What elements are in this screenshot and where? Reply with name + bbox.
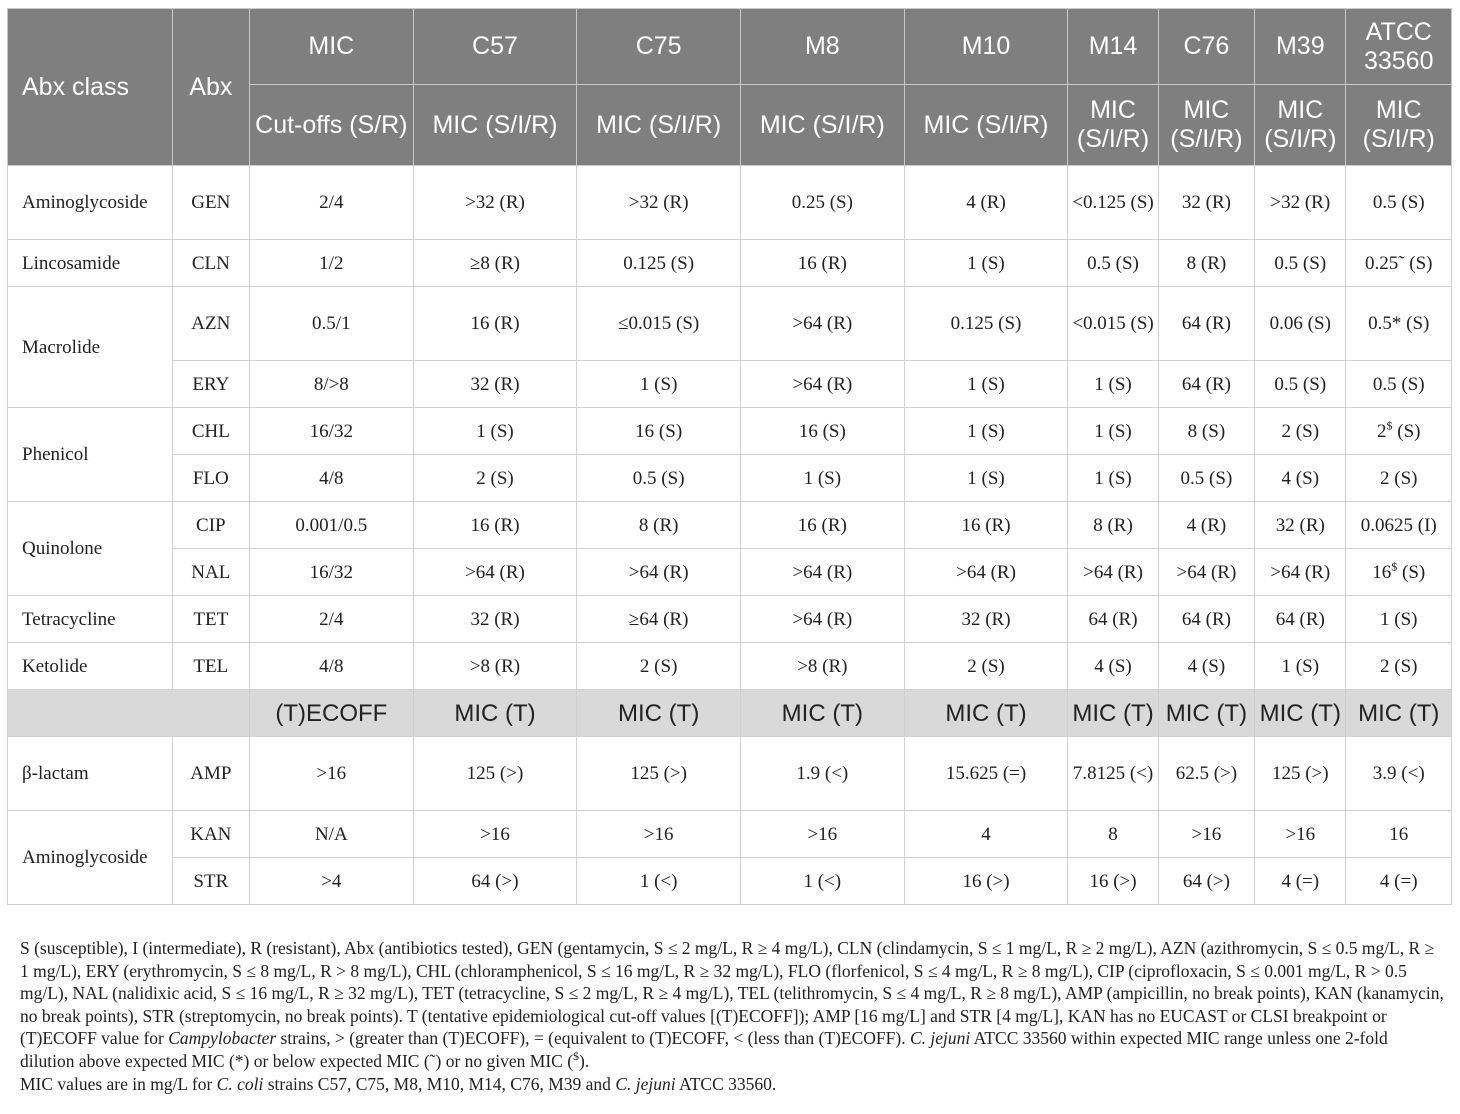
mic-cell: 2 (S)	[577, 643, 741, 690]
table-footnote	[20, 937, 1445, 1095]
cutoff-cell: 4/8	[249, 643, 413, 690]
abx-cell: CLN	[172, 240, 249, 287]
cutoff-cell: 0.5/1	[249, 287, 413, 361]
subheader-mic-t: MIC (T)	[1346, 690, 1452, 737]
mic-category: (S)	[1402, 561, 1426, 583]
table-header	[8, 9, 1452, 166]
mic-cell: 0.5 (S)	[1068, 240, 1158, 287]
footnote-abbreviations	[20, 937, 1445, 1073]
mic-category: (S)	[1397, 420, 1421, 442]
mic-cell: 1.9 (<)	[741, 737, 905, 811]
mic-cell: 16 (>)	[1068, 858, 1158, 905]
mic-cell: 8 (S)	[1158, 408, 1254, 455]
mic-cell: 1 (S)	[1068, 408, 1158, 455]
mic-cell: 0.5 (S)	[1346, 361, 1452, 408]
mic-cell: 16 (>)	[904, 858, 1068, 905]
table-row	[8, 502, 1452, 549]
footnote-dollar-mark: $	[573, 1049, 580, 1064]
subheader-ecoff: (T)ECOFF	[249, 690, 413, 737]
mic-cell: 64 (>)	[413, 858, 577, 905]
mic-cell: >32 (R)	[577, 166, 741, 240]
subheader-empty-cell	[8, 690, 250, 737]
table-row	[8, 858, 1452, 905]
mic-cell: 1 (S)	[1068, 455, 1158, 502]
abx-cell: CHL	[172, 408, 249, 455]
table-row	[8, 240, 1452, 287]
mic-cell: 1 (<)	[577, 858, 741, 905]
mic-cell: 16 (S)	[741, 408, 905, 455]
mic-cell: 0.5* (S)	[1346, 287, 1452, 361]
table-row	[8, 737, 1452, 811]
header-strain-sub: MIC (S/I/R)	[577, 85, 741, 166]
mic-cell: 64 (R)	[1158, 361, 1254, 408]
mic-cell: 2 (S)	[904, 643, 1068, 690]
mic-cell: 1 (S)	[1346, 596, 1452, 643]
mic-value: 2	[1377, 420, 1387, 442]
footnote-text: ATCC 33560 within expected MIC range unless one 2-fold dilution above expected MIC (*) or below expected MIC (˜) or no given MIC (	[20, 1028, 1388, 1071]
mic-cell	[1346, 549, 1452, 596]
mic-cell: 0.5 (S)	[1255, 361, 1346, 408]
table-row	[8, 408, 1452, 455]
mic-cell: >16	[413, 811, 577, 858]
abx-class-cell: Aminoglycoside	[8, 811, 173, 905]
mic-cell: <0.015 (S)	[1068, 287, 1158, 361]
mic-cell: 32 (R)	[1255, 502, 1346, 549]
header-strain-sub: MIC (S/I/R)	[1346, 85, 1452, 166]
mic-cell: 8 (R)	[1068, 502, 1158, 549]
mic-cell: 16 (R)	[413, 502, 577, 549]
header-strain: ATCC 33560	[1346, 9, 1452, 85]
mic-cell: 8 (R)	[1158, 240, 1254, 287]
mic-cell: 1 (S)	[904, 361, 1068, 408]
mic-table	[7, 8, 1452, 905]
mic-cell: 0.5 (S)	[1255, 240, 1346, 287]
mic-cell: >64 (R)	[1158, 549, 1254, 596]
mic-cell: 64 (R)	[1158, 287, 1254, 361]
mic-cell: 4 (R)	[904, 166, 1068, 240]
mic-cell: 0.25˜ (S)	[1346, 240, 1452, 287]
footnote-text: MIC values are in mg/L for	[20, 1073, 217, 1094]
mic-cell: 64 (R)	[1158, 596, 1254, 643]
mic-cell: 1 (S)	[577, 361, 741, 408]
cutoff-cell: N/A	[249, 811, 413, 858]
cutoff-cell: 2/4	[249, 596, 413, 643]
mic-cell: <0.125 (S)	[1068, 166, 1158, 240]
header-strain-sub: MIC (S/I/R)	[741, 85, 905, 166]
mic-cell: >64 (R)	[1068, 549, 1158, 596]
mic-cell: >32 (R)	[1255, 166, 1346, 240]
mic-cell: 0.125 (S)	[904, 287, 1068, 361]
mic-cell: 2 (S)	[413, 455, 577, 502]
header-abx: Abx	[172, 9, 249, 166]
no-given-mic-mark: $	[1391, 559, 1398, 574]
mic-cell: >64 (R)	[741, 596, 905, 643]
abx-cell: GEN	[172, 166, 249, 240]
abx-class-cell: Macrolide	[8, 287, 173, 408]
cutoff-cell: 0.001/0.5	[249, 502, 413, 549]
abx-cell: STR	[172, 858, 249, 905]
abx-class-cell: Quinolone	[8, 502, 173, 596]
table-row	[8, 643, 1452, 690]
abx-class-cell: Aminoglycoside	[8, 166, 173, 240]
mic-cell: 4 (S)	[1255, 455, 1346, 502]
table-row	[8, 166, 1452, 240]
mic-cell: 1 (S)	[1255, 643, 1346, 690]
mic-cell: 125 (>)	[577, 737, 741, 811]
table-row	[8, 361, 1452, 408]
mic-cell: 1 (S)	[1068, 361, 1158, 408]
mic-cell: 1 (S)	[741, 455, 905, 502]
mic-cell: 64 (>)	[1158, 858, 1254, 905]
mic-cell: 4	[904, 811, 1068, 858]
mic-cell: 8	[1068, 811, 1158, 858]
header-strain: M10	[904, 9, 1068, 85]
header-strain: M14	[1068, 9, 1158, 85]
mic-cell: >16	[1158, 811, 1254, 858]
table-row	[8, 811, 1452, 858]
header-strain: M8	[741, 9, 905, 85]
mic-cell: 4 (R)	[1158, 502, 1254, 549]
subheader-mic-t: MIC (T)	[577, 690, 741, 737]
abx-cell: AZN	[172, 287, 249, 361]
mic-cell: 1 (<)	[741, 858, 905, 905]
abx-class-cell: Lincosamide	[8, 240, 173, 287]
footnote-italic-genus: Campylobacter	[168, 1028, 277, 1049]
header-strain-sub: MIC (S/I/R)	[1255, 85, 1346, 166]
mic-cell: 16 (R)	[741, 240, 905, 287]
mic-cell: >64 (R)	[904, 549, 1068, 596]
abx-class-cell: Ketolide	[8, 643, 173, 690]
footnote-text: strains C57, C75, M8, M10, M14, C76, M39 and	[263, 1073, 616, 1094]
mic-cell: 125 (>)	[413, 737, 577, 811]
footnote-text: ATCC 33560.	[675, 1073, 777, 1094]
cutoff-cell: 1/2	[249, 240, 413, 287]
table-row	[8, 596, 1452, 643]
footnote-text: S (susceptible), I (intermediate), R (resistant), Abx (antibiotics tested), GEN (gentamycin, S ≤ 2 mg/L, R ≥ 4 mg/L), CLN (clindamycin, S ≤ 1 mg/L, R ≥ 2 mg/L), AZN (azithromycin, S ≤ 0.5 mg/L, R ≥ 1 mg/L), ERY (erythromycin, S ≤ 8 mg/L, R > 8 mg/L), CHL (chloramphenicol, S ≤ 16 mg/L, R ≥ 32 mg/L), FLO (florfenicol, S ≤ 4 mg/L, R ≥ 8 mg/L), CIP (ciprofloxacin, S ≤ 0.001 mg/L, R > 0.5 mg/L), NAL (nalidixic acid, S ≤ 16 mg/L, R ≥ 32 mg/L), TET (tetracycline, S ≤ 2 mg/L, R ≥ 4 mg/L), TEL (telithromycin, S ≤ 4 mg/L, R ≥ 8 mg/L), AMP (ampicillin, no break points), KAN (kanamycin, no break points), STR (streptomycin, no break points). T (tentative epidemiological cut-off values [(T)ECOFF]); AMP [16 mg/L] and STR [4 mg/L], KAN has no EUCAST or CLSI breakpoint or (T)ECOFF value for	[20, 938, 1444, 1049]
mic-cell: 125 (>)	[1255, 737, 1346, 811]
header-strain: C76	[1158, 9, 1254, 85]
table-row	[8, 549, 1452, 596]
header-mic: MIC	[249, 9, 413, 85]
mic-value: 16	[1372, 561, 1392, 583]
mic-cell: 4 (S)	[1158, 643, 1254, 690]
mic-cell: 7.8125 (<)	[1068, 737, 1158, 811]
header-strain: C57	[413, 9, 577, 85]
footnote-text: ).	[579, 1050, 590, 1071]
mic-cell: 2 (S)	[1346, 643, 1452, 690]
mic-cell: 62.5 (>)	[1158, 737, 1254, 811]
header-strain: M39	[1255, 9, 1346, 85]
mic-cell: 8 (R)	[577, 502, 741, 549]
header-strain-sub: MIC (S/I/R)	[1158, 85, 1254, 166]
subheader-mic-t: MIC (T)	[741, 690, 905, 737]
mic-cell: 64 (R)	[1068, 596, 1158, 643]
footnote-italic-species: C. jejuni	[615, 1073, 676, 1094]
cutoff-cell: 16/32	[249, 408, 413, 455]
subheader-mic-t: MIC (T)	[1158, 690, 1254, 737]
mic-cell: 1 (S)	[904, 408, 1068, 455]
mic-cell: ≥64 (R)	[577, 596, 741, 643]
footnote-units	[20, 1073, 1445, 1096]
mic-cell: ≤0.015 (S)	[577, 287, 741, 361]
header-cutoffs: Cut-offs (S/R)	[249, 85, 413, 166]
mic-cell: 0.25 (S)	[741, 166, 905, 240]
footnote-italic-species: C. coli	[216, 1073, 264, 1094]
ecoff-subheader-row	[8, 690, 1452, 737]
mic-cell: >64 (R)	[741, 361, 905, 408]
mic-cell: >16	[741, 811, 905, 858]
mic-cell: 32 (R)	[413, 361, 577, 408]
abx-cell: TET	[172, 596, 249, 643]
cutoff-cell: 2/4	[249, 166, 413, 240]
cutoff-cell: 8/>8	[249, 361, 413, 408]
abx-cell: NAL	[172, 549, 249, 596]
no-given-mic-mark: $	[1386, 418, 1393, 433]
mic-cell: >64 (R)	[577, 549, 741, 596]
mic-cell: >64 (R)	[1255, 549, 1346, 596]
mic-cell: 32 (R)	[1158, 166, 1254, 240]
mic-cell	[1346, 408, 1452, 455]
mic-cell: >16	[1255, 811, 1346, 858]
cutoff-cell: 16/32	[249, 549, 413, 596]
header-strain: C75	[577, 9, 741, 85]
table-body	[8, 166, 1452, 905]
header-strain-sub: MIC (S/I/R)	[1068, 85, 1158, 166]
abx-cell: AMP	[172, 737, 249, 811]
header-abx-class: Abx class	[8, 9, 173, 166]
mic-cell: 16	[1346, 811, 1452, 858]
mic-cell: 1 (S)	[413, 408, 577, 455]
mic-cell: >32 (R)	[413, 166, 577, 240]
mic-cell: >64 (R)	[741, 287, 905, 361]
mic-cell: >64 (R)	[413, 549, 577, 596]
mic-cell: 16 (R)	[413, 287, 577, 361]
mic-cell: 4 (S)	[1068, 643, 1158, 690]
abx-cell: KAN	[172, 811, 249, 858]
cutoff-cell: 4/8	[249, 455, 413, 502]
mic-cell: 0.5 (S)	[1346, 166, 1452, 240]
mic-cell: 1 (S)	[904, 240, 1068, 287]
subheader-mic-t: MIC (T)	[413, 690, 577, 737]
mic-cell: >8 (R)	[413, 643, 577, 690]
mic-cell: 16 (S)	[577, 408, 741, 455]
abx-cell: TEL	[172, 643, 249, 690]
mic-cell: 16 (R)	[904, 502, 1068, 549]
mic-cell: 16 (R)	[741, 502, 905, 549]
cutoff-cell: >16	[249, 737, 413, 811]
mic-cell: >16	[577, 811, 741, 858]
mic-cell: 32 (R)	[904, 596, 1068, 643]
subheader-mic-t: MIC (T)	[1255, 690, 1346, 737]
mic-cell: 0.06 (S)	[1255, 287, 1346, 361]
mic-cell: 0.5 (S)	[577, 455, 741, 502]
mic-cell: 2 (S)	[1346, 455, 1452, 502]
mic-cell: 32 (R)	[413, 596, 577, 643]
footnote-italic-species: C. jejuni	[909, 1028, 971, 1049]
subheader-mic-t: MIC (T)	[904, 690, 1068, 737]
abx-cell: CIP	[172, 502, 249, 549]
mic-cell: 3.9 (<)	[1346, 737, 1452, 811]
abx-cell: ERY	[172, 361, 249, 408]
header-strain-sub: MIC (S/I/R)	[413, 85, 577, 166]
abx-class-cell: Phenicol	[8, 408, 173, 502]
abx-class-cell: Tetracycline	[8, 596, 173, 643]
cutoff-cell: >4	[249, 858, 413, 905]
subheader-mic-t: MIC (T)	[1068, 690, 1158, 737]
header-strain-sub: MIC (S/I/R)	[904, 85, 1068, 166]
mic-cell: 0.125 (S)	[577, 240, 741, 287]
mic-cell: 1 (S)	[904, 455, 1068, 502]
table-row	[8, 455, 1452, 502]
mic-cell: 4 (=)	[1346, 858, 1452, 905]
abx-cell: FLO	[172, 455, 249, 502]
mic-cell: 64 (R)	[1255, 596, 1346, 643]
mic-cell: ≥8 (R)	[413, 240, 577, 287]
footnote-text: strains, > (greater than (T)ECOFF), = (equivalent to (T)ECOFF, < (less than (T)ECOFF).	[276, 1028, 910, 1049]
mic-cell: 2 (S)	[1255, 408, 1346, 455]
mic-cell: >8 (R)	[741, 643, 905, 690]
mic-cell: 0.5 (S)	[1158, 455, 1254, 502]
mic-cell: >64 (R)	[741, 549, 905, 596]
abx-class-cell: β-lactam	[8, 737, 173, 811]
mic-cell: 0.0625 (I)	[1346, 502, 1452, 549]
table-row	[8, 287, 1452, 361]
mic-cell: 4 (=)	[1255, 858, 1346, 905]
mic-cell: 15.625 (=)	[904, 737, 1068, 811]
